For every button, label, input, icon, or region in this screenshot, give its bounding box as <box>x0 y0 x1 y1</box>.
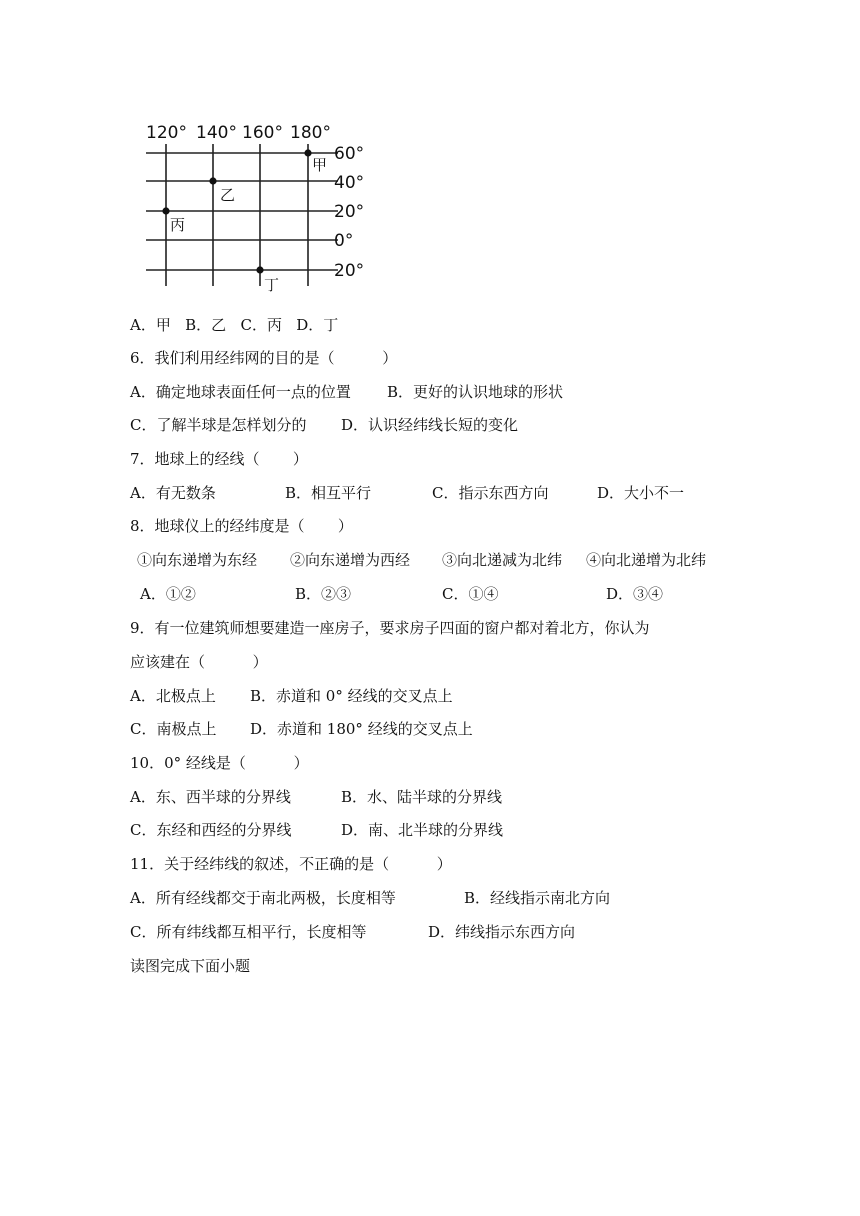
latitude-label-60: 60° <box>334 144 365 164</box>
longitude-label-140: 140° <box>196 123 237 143</box>
longitude-label-120: 120° <box>146 123 187 143</box>
q6-option-a: A．确定地球表面任何一点的位置 <box>130 383 351 401</box>
q10-option-c: C．东经和西经的分界线 <box>130 821 292 839</box>
q11-option-b: B．经线指示南北方向 <box>464 889 611 907</box>
point-label-jia: 甲 <box>312 156 328 174</box>
q11-option-a: A．所有经线都交于南北两极，长度相等 <box>130 889 396 907</box>
q9-stem-line-1: 9．有一位建筑师想要建造一座房子，要求房子四面的窗户都对着北方，你认为 <box>130 619 650 637</box>
point-label-bing: 丙 <box>170 216 186 234</box>
q11-stem: 11．关于经纬线的叙述，不正确的是（ ） <box>130 855 452 873</box>
q7-option-a: A．有无数条 <box>130 484 216 502</box>
q8-option-c: C．①④ <box>442 585 499 603</box>
point-yi <box>209 177 216 184</box>
q11-option-d: D．纬线指示东西方向 <box>428 923 576 941</box>
point-label-yi: 乙 <box>220 186 236 204</box>
q8-option-d: D．③④ <box>606 585 664 603</box>
q10-option-b: B．水、陆半球的分界线 <box>341 788 503 806</box>
point-ding <box>256 266 263 273</box>
instruction-text: 读图完成下面小题 <box>130 957 251 975</box>
latitude-label-40: 40° <box>334 173 365 193</box>
q10-option-a: A．东、西半球的分界线 <box>130 788 291 806</box>
parallels <box>146 153 338 270</box>
point-jia <box>304 149 311 156</box>
latitude-label-0: 0° <box>334 231 354 251</box>
lat-long-grid-figure <box>138 118 378 296</box>
latitude-label-20s: 20° <box>334 261 365 281</box>
q8-statement-3: ③向北递减为北纬 <box>442 551 563 569</box>
q8-statement-2: ②向东递增为西经 <box>290 551 411 569</box>
q9-option-d: D．赤道和 180° 经线的交叉点上 <box>250 720 473 738</box>
q6-option-d: D．认识经纬线长短的变化 <box>341 416 519 434</box>
q9-stem-line-2: 应该建在（ ） <box>130 653 268 671</box>
q10-option-d: D．南、北半球的分界线 <box>341 821 504 839</box>
longitude-label-180: 180° <box>290 123 331 143</box>
meridians <box>166 144 308 286</box>
q10-stem: 10．0° 经线是（ ） <box>130 754 309 772</box>
q9-option-a: A．北极点上 <box>130 687 216 705</box>
q5-options: A．甲 B．乙 C．丙 D．丁 <box>130 316 339 334</box>
q7-option-c: C．指示东西方向 <box>432 484 549 502</box>
q8-statement-4: ④向北递增为北纬 <box>586 551 707 569</box>
q9-option-b: B．赤道和 0° 经线的交叉点上 <box>250 687 453 705</box>
q7-option-b: B．相互平行 <box>285 484 372 502</box>
q6-option-c: C．了解半球是怎样划分的 <box>130 416 307 434</box>
q6-option-b: B．更好的认识地球的形状 <box>387 383 564 401</box>
point-bing <box>162 207 169 214</box>
q9-option-c: C．南极点上 <box>130 720 217 738</box>
q6-stem: 6．我们利用经纬网的目的是（ ） <box>130 349 398 367</box>
q7-stem: 7．地球上的经线（ ） <box>130 450 308 468</box>
q11-option-c: C．所有纬线都互相平行，长度相等 <box>130 923 367 941</box>
latitude-label-20n: 20° <box>334 202 365 222</box>
q8-stem: 8．地球仪上的经纬度是（ ） <box>130 517 353 535</box>
q7-option-d: D．大小不一 <box>597 484 685 502</box>
q8-option-a: A．①② <box>140 585 196 603</box>
q8-option-b: B．②③ <box>295 585 352 603</box>
longitude-label-160: 160° <box>242 123 283 143</box>
point-label-ding: 丁 <box>264 276 280 294</box>
q8-statement-1: ①向东递增为东经 <box>137 551 258 569</box>
